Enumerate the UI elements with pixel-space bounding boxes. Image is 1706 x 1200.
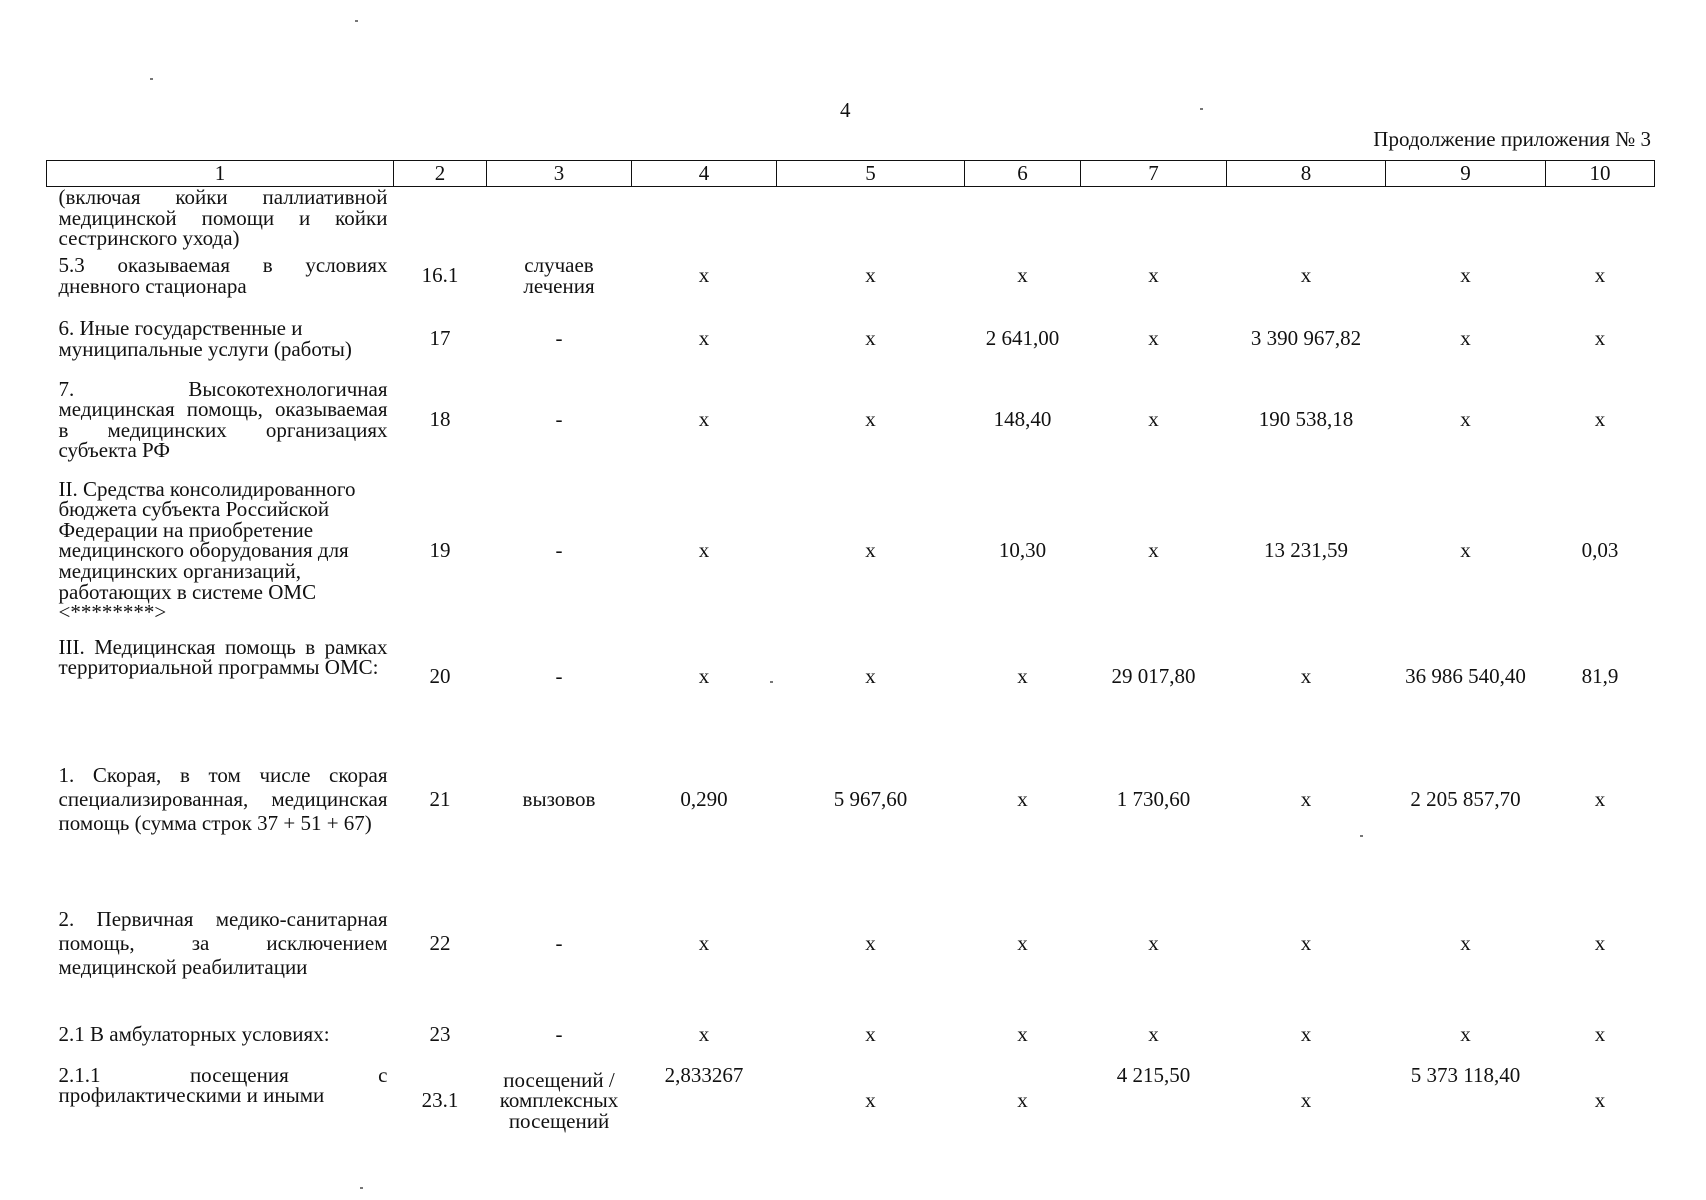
appendix-note: Продолжение приложения № 3 — [1373, 127, 1651, 151]
row-col-5: х — [865, 1088, 876, 1113]
row-col-10: х — [1594, 263, 1606, 288]
row-col-7: 1 730,60 — [1116, 786, 1191, 811]
row-col-9: х — [1460, 538, 1471, 563]
row-col-10: х — [1594, 407, 1606, 432]
column-number-4: 4 — [632, 161, 777, 187]
scan-speck — [770, 681, 773, 683]
row-col-8: 3 390 967,82 — [1250, 326, 1362, 351]
row-col-4: х — [698, 664, 710, 689]
table-row — [47, 303, 1655, 375]
row-col-8: х — [1300, 930, 1312, 955]
table-row — [47, 249, 1655, 303]
row-line-code: 19 — [429, 538, 451, 563]
row-name: 2.1.1 посещения с профилактическими и иными — [58, 1062, 388, 1108]
scan-speck — [360, 1187, 363, 1189]
column-number-7: 7 — [1081, 161, 1227, 187]
row-col-10: х — [1594, 786, 1606, 811]
row-unit: - — [555, 1022, 563, 1047]
row-name: III. Медицинская помощь в рамках территориальной программы ОМС: — [58, 634, 388, 680]
row-unit: - — [555, 664, 563, 689]
row-col-8: х — [1300, 1022, 1312, 1047]
row-col-8: х — [1300, 263, 1312, 288]
header-row — [47, 161, 1655, 187]
row-line-code: 18 — [429, 407, 451, 432]
table-row — [47, 637, 1655, 717]
row-col-4: х — [698, 326, 710, 351]
row-col-9: 2 205 857,70 — [1410, 786, 1521, 811]
row-col-7: 4 215,50 — [1116, 1062, 1191, 1087]
scan-speck — [355, 20, 358, 22]
row-col-10: х — [1594, 1022, 1606, 1047]
column-number-5: 5 — [777, 161, 965, 187]
row-name: 6. Иные государственные и муниципальные услуги (работы) — [58, 316, 352, 361]
row-unit: - — [555, 930, 563, 955]
row-unit — [487, 187, 632, 249]
table-row — [47, 465, 1655, 637]
row-unit: - — [555, 538, 563, 563]
table-body — [47, 187, 1655, 1137]
row-col-6: 10,30 — [998, 538, 1047, 563]
row-line-code: 17 — [429, 326, 451, 351]
row-col-7: х — [1148, 538, 1159, 563]
row-line-code: 23 — [429, 1022, 451, 1047]
row-col-8 — [1227, 187, 1386, 249]
row-line-code: 16.1 — [421, 263, 459, 288]
row-name: 2. Первичная медико-санитарная помощь, за исключением медицинской реабилитации — [58, 907, 388, 980]
data-table — [46, 160, 1655, 1137]
row-col-7 — [1081, 187, 1227, 249]
row-col-9: 36 986 540,40 — [1405, 664, 1526, 689]
row-col-6: х — [1017, 930, 1028, 955]
row-col-8: х — [1300, 1088, 1312, 1113]
row-col-4: 2,833267 — [664, 1062, 744, 1087]
row-col-9: х — [1460, 263, 1471, 288]
column-number-1: 1 — [47, 161, 394, 187]
row-line-code: 23.1 — [421, 1088, 459, 1113]
row-col-6: х — [1017, 786, 1028, 811]
row-col-6: 2 641,00 — [985, 326, 1060, 351]
row-col-10: х — [1594, 1088, 1606, 1113]
data-table-wrapper — [46, 160, 1654, 1137]
row-col-4: х — [698, 407, 710, 432]
row-col-5: х — [865, 1022, 876, 1047]
column-number-9: 9 — [1386, 161, 1546, 187]
row-col-10: 0,03 — [1581, 538, 1619, 563]
row-col-5 — [777, 187, 965, 249]
row-col-9: х — [1460, 1022, 1471, 1047]
row-col-8: х — [1300, 786, 1312, 811]
row-col-4: х — [698, 263, 710, 288]
row-unit: случаев лечения — [523, 253, 595, 298]
row-name: 5.3 оказываемая в условиях дневного стационара — [58, 253, 388, 298]
row-col-9: х — [1460, 326, 1471, 351]
row-col-9: 5 373 118,40 — [1410, 1062, 1521, 1087]
table-row — [47, 375, 1655, 465]
table-row — [47, 1065, 1655, 1137]
page-number: 4 — [840, 98, 851, 122]
row-col-6: х — [1017, 664, 1028, 689]
row-col-4: 0,290 — [680, 786, 728, 811]
row-col-5: х — [865, 930, 876, 955]
row-col-7: х — [1148, 263, 1159, 288]
table-row — [47, 1005, 1655, 1065]
row-col-8: 13 231,59 — [1264, 538, 1348, 563]
row-unit: вызовов — [522, 786, 596, 811]
scan-speck — [1360, 835, 1363, 837]
row-col-4: х — [698, 930, 710, 955]
row-col-4: х — [698, 1022, 710, 1047]
row-col-9: х — [1460, 407, 1471, 432]
row-col-7: х — [1148, 407, 1159, 432]
row-line-code: 20 — [429, 664, 451, 689]
column-number-6: 6 — [965, 161, 1081, 187]
row-line-code: 21 — [429, 786, 451, 811]
scan-speck — [150, 78, 153, 80]
row-col-8: 190 538,18 — [1258, 407, 1354, 432]
row-col-10: 81,9 — [1581, 664, 1619, 689]
column-number-10: 10 — [1546, 161, 1655, 187]
row-name: 2.1 В амбулаторных условиях: — [58, 1022, 330, 1047]
row-col-8: х — [1300, 664, 1312, 689]
row-col-10 — [1546, 187, 1655, 249]
row-col-7: 29 017,80 — [1111, 664, 1196, 689]
row-col-5: х — [865, 326, 876, 351]
row-col-9: х — [1460, 930, 1471, 955]
row-name: 7. Высокотехнологичная медицинская помощь, оказываемая в медицинских организациях субъекта РФ — [58, 376, 388, 463]
row-col-10: х — [1594, 326, 1606, 351]
table-row — [47, 882, 1655, 1005]
row-col-4 — [632, 187, 777, 249]
row-col-7: х — [1148, 1022, 1159, 1047]
row-name: II. Средства консолидированного бюджета субъекта Российской Федерации на приобретение медицинского оборудования для медицинских организаций, работающих в системе ОМС <********> — [58, 476, 356, 625]
row-col-4: х — [698, 538, 710, 563]
row-col-5: 5 967,60 — [833, 786, 908, 811]
row-unit: - — [555, 407, 563, 432]
row-col-5: х — [865, 664, 876, 689]
column-number-8: 8 — [1227, 161, 1386, 187]
row-unit: - — [555, 326, 563, 351]
table-header — [47, 161, 1655, 187]
row-col-6: 148,40 — [993, 407, 1052, 432]
row-line-code: 22 — [429, 930, 451, 955]
row-col-6 — [965, 187, 1081, 249]
row-name: 1. Скорая, в том числе скорая специализированная, медицинская помощь (сумма строк 37 + 51 + 67) — [58, 763, 388, 836]
scan-speck — [1200, 108, 1203, 110]
row-unit: посещений /комплексных посещений — [499, 1067, 619, 1134]
row-col-6: х — [1017, 263, 1028, 288]
column-number-2: 2 — [394, 161, 487, 187]
row-line-code — [394, 187, 487, 249]
row-col-9 — [1386, 187, 1546, 249]
row-col-7: х — [1148, 326, 1159, 351]
table-row — [47, 717, 1655, 882]
row-col-5: х — [865, 263, 876, 288]
row-col-6: х — [1017, 1022, 1028, 1047]
table-row — [47, 187, 1655, 249]
row-col-5: х — [865, 407, 876, 432]
row-col-7: х — [1148, 930, 1159, 955]
row-name: (включая койки паллиативной медицинской помощи и койки сестринского ухода) — [58, 185, 388, 251]
column-number-3: 3 — [487, 161, 632, 187]
row-col-10: х — [1594, 930, 1606, 955]
row-col-6: х — [1017, 1088, 1028, 1113]
row-col-5: х — [865, 538, 876, 563]
